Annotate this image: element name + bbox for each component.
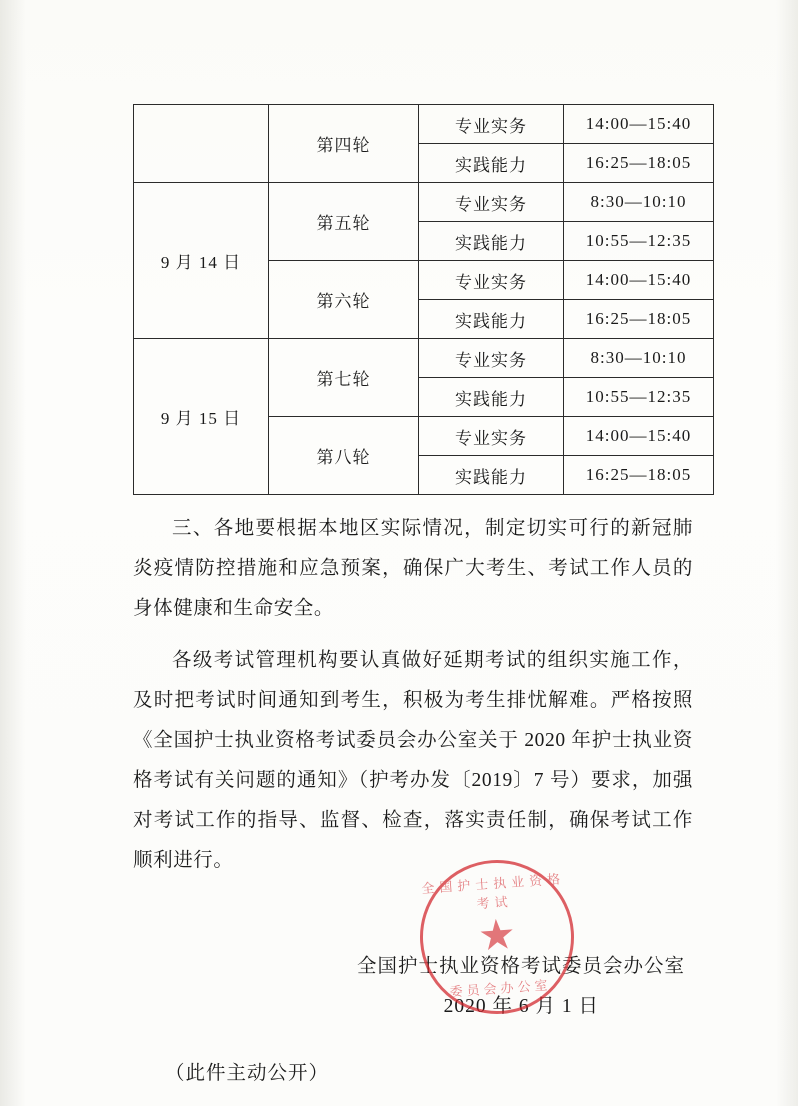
cell-time: 14:00—15:40 [564,417,714,456]
cell-subject: 实践能力 [419,456,564,495]
seal-top-text: 全国护士执业资格考试 [420,871,566,912]
cell-subject: 专业实务 [419,261,564,300]
cell-round-5: 第五轮 [269,183,419,261]
exam-schedule-table [133,104,714,495]
cell-time: 14:00—15:40 [564,261,714,300]
signature-issuer: 全国护士执业资格考试委员会办公室 [356,956,685,977]
signature-block [133,947,693,1027]
cell-time: 10:55—12:35 [564,378,714,417]
cell-subject: 专业实务 [419,417,564,456]
cell-subject: 专业实务 [419,339,564,378]
cell-subject: 专业实务 [419,105,564,144]
seal-bottom-text: 委员会办公室 [449,977,552,1000]
document-content [133,104,693,1085]
cell-round-8: 第八轮 [269,417,419,495]
table-row [134,339,714,378]
cell-subject: 实践能力 [419,378,564,417]
table-row [134,105,714,144]
cell-date-sep-14: 9 月 14 日 [134,183,269,339]
cell-time: 14:00—15:40 [564,105,714,144]
cell-time: 8:30—10:10 [564,183,714,222]
cell-subject: 实践能力 [419,144,564,183]
cell-round-6: 第六轮 [269,261,419,339]
cell-time: 8:30—10:10 [564,339,714,378]
footnote-public-release: （此件主动公开） [165,1063,330,1084]
cell-date-empty-top [134,105,269,183]
cell-time: 16:25—18:05 [564,300,714,339]
cell-round-7: 第七轮 [269,339,419,417]
paragraph-body: 各级考试管理机构要认真做好延期考试的组织实施工作，及时把考试时间通知到考生，积极为考生排忧解难。严格按照《全国护士执业资格考试委员会办公室关于 2020 年护士执业资格考试有关问题的通知》（护考办发〔2019〕7 号）要求，加强对考试工作的指导、监督、检查，落实责任制，确保考试工作顺利进行。 [133,650,693,871]
cell-time: 16:25—18:05 [564,456,714,495]
cell-time: 16:25—18:05 [564,144,714,183]
cell-subject: 实践能力 [419,300,564,339]
signature-date: 2020 年 6 月 1 日 [443,996,599,1017]
cell-subject: 实践能力 [419,222,564,261]
star-icon: ★ [476,911,518,961]
cell-date-sep-15: 9 月 15 日 [134,339,269,495]
paragraph-body-block [133,641,693,881]
cell-subject: 专业实务 [419,183,564,222]
paragraph-item-three-block [133,509,693,629]
cell-time: 10:55—12:35 [564,222,714,261]
table-row [134,183,714,222]
cell-round-4: 第四轮 [269,105,419,183]
paragraph-item-three: 三、各地要根据本地区实际情况，制定切实可行的新冠肺炎疫情防控措施和应急预案，确保广大考生、考试工作人员的身体健康和生命安全。 [133,518,693,619]
